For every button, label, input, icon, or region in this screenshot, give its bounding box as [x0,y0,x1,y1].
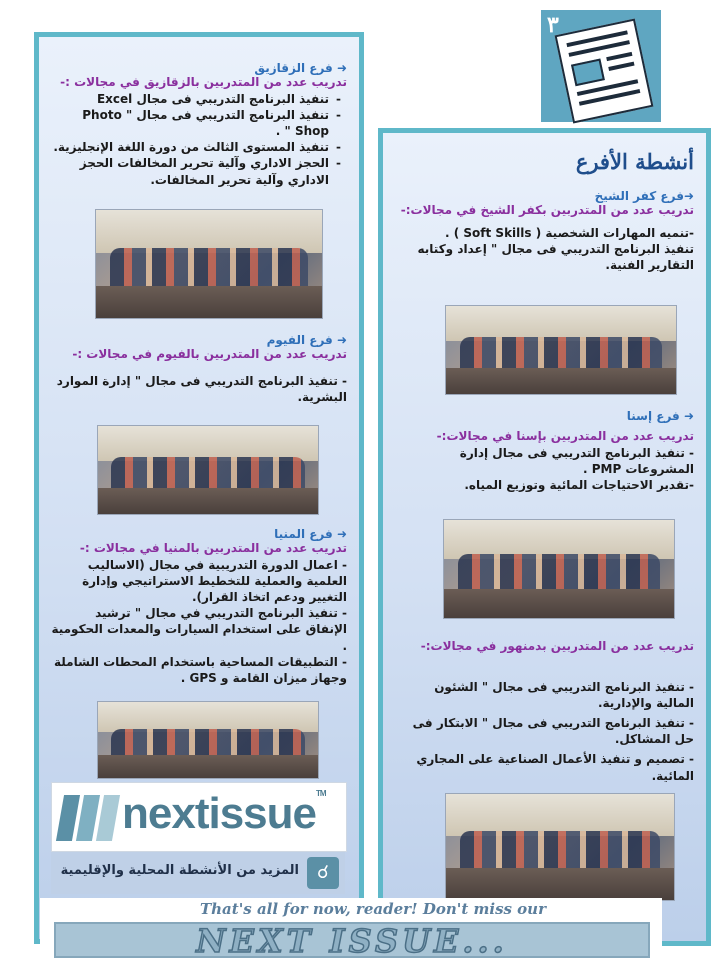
zagazig-title: ➜ فرع الزقازيق [254,61,347,75]
minya-item: - تنفيذ البرنامج التدريبي في مجال " ترشيد الإنفاق على استخدام السيارات والمعدات الحكومية . [51,606,347,653]
more-activities-bar[interactable] [51,852,345,894]
photo-floor [446,368,676,394]
photo-wall [446,794,674,836]
footer-next-issue: NEXT ISSUE... [196,922,508,960]
newspaper-icon [541,10,661,122]
fayoum-title-text: فرع الفيوم [266,333,333,347]
minya-intro: تدريب عدد من المتدربين بالمنيا في مجالات :- [79,541,347,555]
kafr-photo [445,305,677,395]
kafr-title-text: فرع كفر الشيخ [594,189,684,203]
next-issue-logo [51,782,347,852]
photo-floor [96,286,322,318]
damanhour-intro: تدريب عدد من المتدربين بدمنهور في مجالات:- [420,639,694,653]
newspaper-paper [555,18,654,123]
kafr-intro: تدريب عدد من المتدربين بكفر الشيخ في مجالات:- [400,203,694,217]
zagazig-photo [95,209,323,319]
photo-wall [98,426,318,461]
photo-floor [98,755,318,778]
zagazig-title-text: فرع الزقازيق [254,61,333,75]
minya-item: - اعمال الدورة التدريبية في مجال (الاساليب العلمية والعملية للتخطيط الاستراتيجي وإدارة التغيير ودعم اتخاذ القرار). [82,557,347,604]
zagazig-section [51,57,347,188]
zagazig-items [51,91,347,188]
minya-section [51,523,347,686]
esna-item: - تنفيذ البرنامج التدريبي فى مجال إدارة المشروعات PMP . [459,445,694,476]
page-number: ٣ [547,12,559,38]
next-issue-wordmark [122,789,326,839]
next-issue-wordmark-text: nextissue [122,789,316,838]
photo-wall [444,520,674,559]
esna-intro: تدريب عدد من المتدربين بإسنا في مجالات:- [436,429,694,443]
kafr-section [393,185,694,273]
fayoum-section [51,329,347,405]
fayoum-item: - تنفيذ البرنامج التدريبي فى مجال " إدارة الموارد البشرية. [56,373,347,404]
photo-floor [446,868,674,900]
damanhour-section [393,639,694,784]
minya-title: ➜ فرع المنيا [274,527,347,541]
drop-icon: ☌ [307,857,339,889]
logo-bar [96,795,120,841]
damanhour-item: - تنفيذ البرنامج التدريبي فى مجال " الابتكار فى حل المشاكل. [412,715,694,747]
list-item: - تنفيذ البرنامج التدريبي فى مجال Excel [51,91,341,107]
photo-floor [444,589,674,618]
damanhour-item: - تصميم و تنفيذ الأعمال الصناعية على المجاري المائية. [416,752,694,783]
footer-tagline: That's all for now, reader! Don't miss our [199,900,546,918]
kafr-title: ➜فرع كفر الشيخ [594,189,694,203]
footer-bar [54,922,650,958]
damanhour-item: - تنفيذ البرنامج التدريبي فى مجال " الشئون المالية والإدارية. [434,679,694,710]
esna-photo [443,519,675,619]
list-item: - الحجز الاداري وآلية تحرير المخالفات الحجز الاداري وآلية تحرير المخالفات. [51,155,341,187]
fayoum-intro: تدريب عدد من المتدربين بالفيوم في مجالات :- [72,347,347,361]
right-column-panel [378,128,711,946]
photo-wall [446,306,676,341]
paper-image-block [571,58,605,86]
photo-floor [98,488,318,514]
esna-item: -تقدير الاحتياجات المائية وتوزيع المياه. [464,477,694,492]
esna-title: ➜ فرع إسنا [626,409,694,423]
trademark-sup: TM [315,789,326,798]
fayoum-photo [97,425,319,515]
minya-title-text: فرع المنيا [274,527,333,541]
minya-item: - التطبيقات المساحية باستخدام المحطات الشاملة وجهاز ميزان القامة و GPS . [54,654,347,685]
paper-line [608,62,634,71]
damanhour-photo [445,793,675,901]
zagazig-intro: تدريب عدد من المتدربين بالزقازيق في مجالات :- [60,75,347,89]
esna-section [393,405,694,493]
section-heading: أنشطة الأفرع [575,149,694,174]
more-activities-text: المزيد من الأنشطة المحلية والإقليمية [60,863,299,878]
footer-banner [40,898,662,960]
paper-line [606,52,632,61]
kafr-item: -تنميه المهارات الشخصية ( Soft Skills ) . [445,225,694,240]
fayoum-title: ➜ فرع الفيوم [266,333,347,347]
esna-title-text: فرع إسنا [626,409,680,423]
kafr-item: تنفيذ البرنامج التدريبي فى مجال " إعداد وكتابه التقارير الفنية. [417,241,694,272]
list-item: - تنفيذ المستوى الثالث من دورة اللغة الإنجليزية. [51,139,341,155]
next-issue-logo-mark [60,795,116,841]
list-item: - تنفيذ البرنامج التدريبي فى مجال " Photo Shop " . [51,107,341,139]
photo-wall [98,702,318,732]
photo-wall [96,210,322,253]
minya-photo [97,701,319,779]
